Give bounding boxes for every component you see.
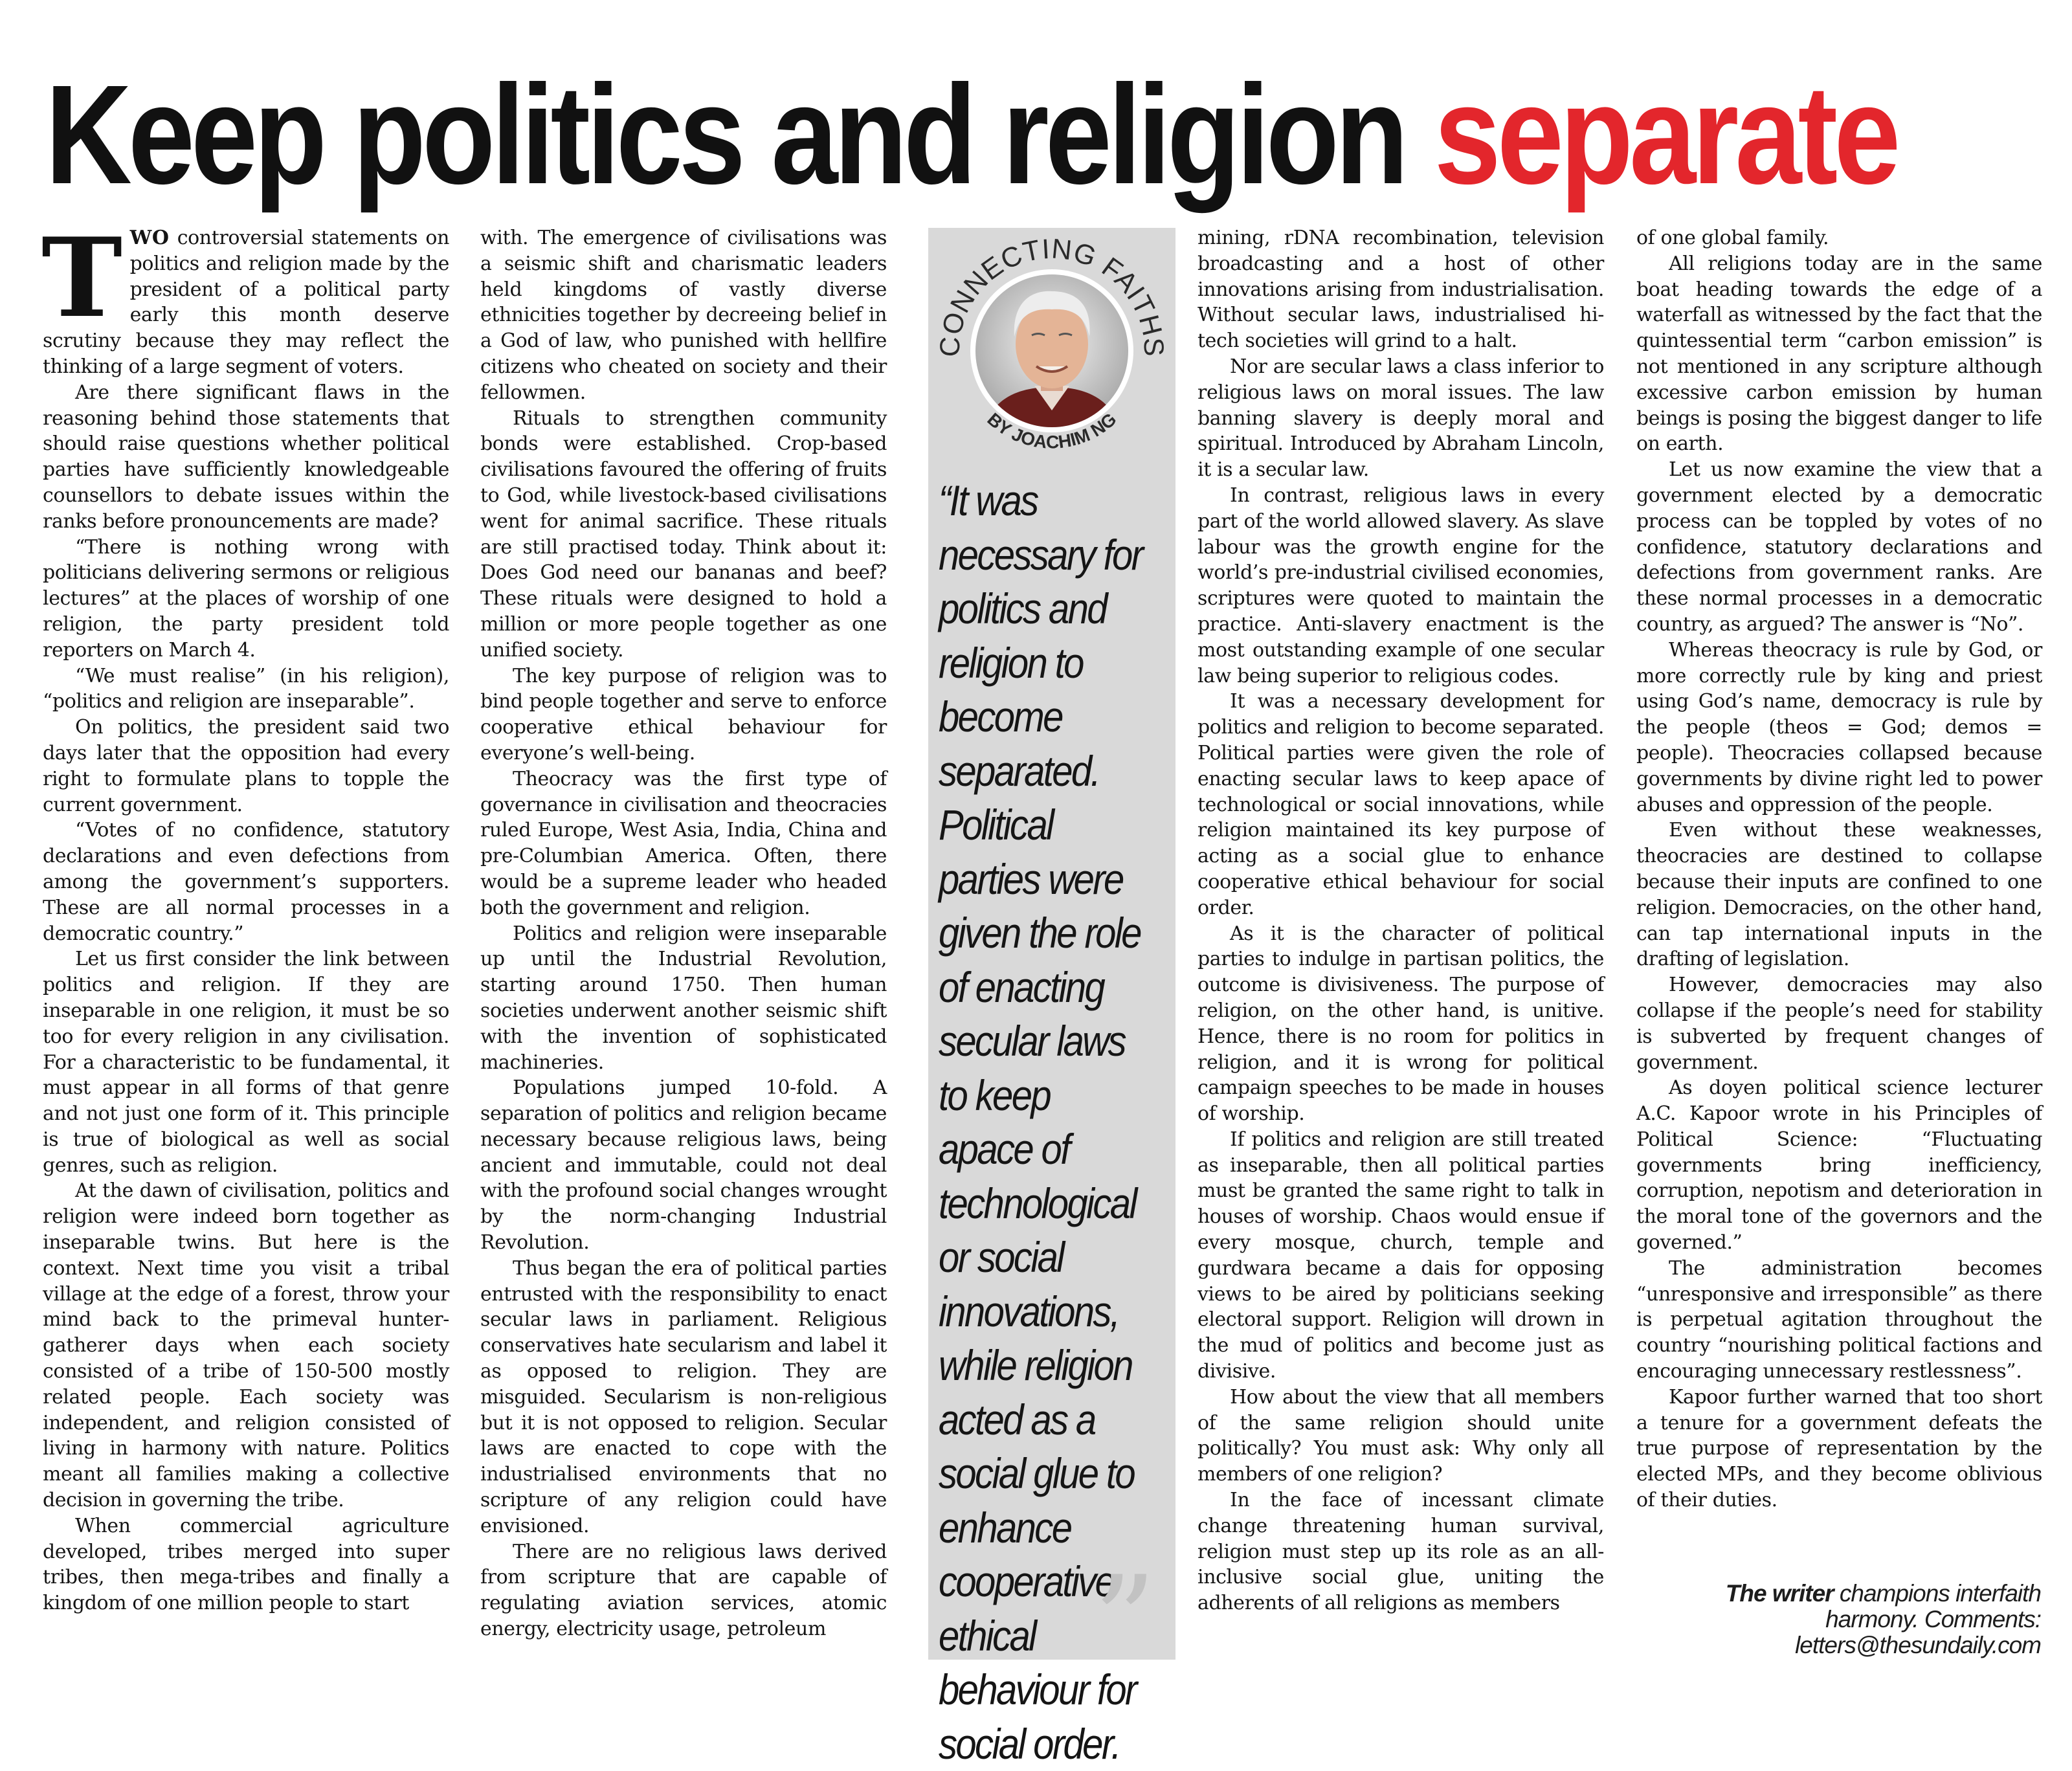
writer-credit-text: champions interfaith harmony. Comments: letters@thesundaily.com bbox=[1795, 1580, 2041, 1658]
article-paragraph: “Votes of no confidence, statutory declarations and even defections from among the government’s supporters. These are all normal processes in a democratic country.” bbox=[43, 819, 449, 945]
article-paragraph: In the face of incessant climate change threatening human survival, religion must step up its role as an all-inclusive social glue, uniting the adherents of all religions as members bbox=[1198, 1489, 1604, 1615]
writer-credit bbox=[1678, 1581, 2041, 1658]
article-paragraph: All religions today are in the same boat heading towards the edge of a waterfall as witnessed by the fact that the quintessential term “carbon emission” is not mentioned in any scripture although excessive carbon emission by human beings is posing the biggest danger to life on earth. bbox=[1636, 252, 2042, 456]
article-paragraph: Are there significant flaws in the reasoning behind those statements that should raise questions whether political parties have sufficiently knowledgeable counsellors to debate issues within the ranks before pronouncements are made? bbox=[43, 381, 449, 533]
article-paragraph: “We must realise” (in his religion), “politics and religion are inseparable”. bbox=[43, 664, 449, 713]
headline-main: Keep politics and religion bbox=[45, 56, 1405, 214]
article-paragraph: There are no religious laws derived from scripture that are capable of regulating aviation services, atomic energy, electricity usage, petroleum bbox=[480, 1540, 887, 1641]
article-paragraph: Thus began the era of political parties entrusted with the responsibility to enact secular laws in parliament. Religious conservatives hate secularism and label it as opposed to religion. They are misguided. Secularism is non-religious but it is not opposed to religion. Secular laws are enacted to cope with the industrialised environments that no scripture of any religion could have envisioned. bbox=[480, 1256, 887, 1537]
article-paragraph: As doyen political science lecturer A.C. Kapoor wrote in his Principles of Political Science: “Fluctuating governments bring inefficiency, corruption, nepotism and deterioration in the moral tone of the governors and the governed.” bbox=[1636, 1076, 2042, 1254]
pull-quote-sidebar bbox=[928, 228, 1175, 1768]
article-paragraph: TWO controversial statements on politics and religion made by the president of a political party early this month deserve scrutiny because they may reflect the thinking of a large segment of voters. bbox=[41, 214, 449, 378]
article-paragraph: with. The emergence of civilisations was a seismic shift and charismatic leaders held kingdoms of vastly diverse ethnicities together by decreeing belief in a God of law, who punished with hellfire citizens who cheated on society and their fellowmen. bbox=[480, 227, 887, 404]
article-paragraph: However, democracies may also collapse if the people’s need for stability is subverted by frequent changes of government. bbox=[1636, 974, 2042, 1074]
article-paragraph: Nor are secular laws a class inferior to religious laws on moral issues. The law banning slavery is deeply moral and spiritual. Introduced by Abraham Lincoln, it is a secular law. bbox=[1198, 355, 1604, 482]
article-paragraph: At the dawn of civilisation, politics and religion were indeed born together as inseparable twins. But here is the context. Next time you visit a tribal village at the edge of a forest, throw your mind back to the primeval hunter-gatherer days when each society consisted of a tribe of 150-500 mostly related people. Each society was independent, and religion consisted of living in harmony with nature. Politics meant all families making a collective decision in governing the tribe. bbox=[43, 1179, 449, 1512]
closing-quote-icon: ” bbox=[1093, 1550, 1157, 1693]
article-column-4 bbox=[1636, 225, 2042, 1513]
column-badge-title: CONNECTING FAITHS bbox=[934, 233, 1170, 358]
article-paragraph: Politics and religion were inseparable up until the Industrial Revolution, starting around 1750. Then human societies underwent another seismic shift with the invention of sophisticated machineries. bbox=[480, 922, 887, 1074]
article-paragraph: Let us now examine the view that a government elected by a democratic process can be toppled by votes of no confidence, statutory declarations and defections from government ranks. Are these normal processes in a democratic country, as argued? The answer is “No”. bbox=[1636, 458, 2042, 636]
article-paragraph: The key purpose of religion was to bind people together and serve to enforce cooperative ethical behaviour for everyone’s well-being. bbox=[480, 664, 887, 764]
article-paragraph: of one global family. bbox=[1636, 227, 1829, 249]
article-paragraph: Theocracy was the first type of governance in civilisation and theocracies ruled Europe, West Asia, India, China and pre-Columbian America. Often, there would be a supreme leader who headed both the government and religion. bbox=[480, 767, 887, 919]
article-paragraph: “There is nothing wrong with politicians delivering sermons or religious lectures” at the places of worship of one religion, the party president told reporters on March 4. bbox=[43, 535, 449, 662]
article-paragraph: Rituals to strengthen community bonds were established. Crop-based civilisations favoured the offering of fruits to God, while livestock-based civilisations went for animal sacrifice. These rituals are still practised today. Think about it: Does God need our bananas and beef? These rituals were designed to hold a million or more people together as one unified society. bbox=[480, 407, 887, 662]
article-column-3 bbox=[1198, 225, 1604, 1616]
article-paragraph: Populations jumped 10-fold. A separation of politics and religion became necessary because religious laws, being ancient and immutable, could not deal with the profound social changes wrought by the norm-changing Industrial Revolution. bbox=[480, 1076, 887, 1254]
article-paragraph: Kapoor further warned that too short a tenure for a government defeats the true purpose of representation by the elected MPs, and they become oblivious of their duties. bbox=[1636, 1385, 2042, 1512]
article-paragraph: When commercial agriculture developed, tribes merged into super tribes, then mega-tribes and finally a kingdom of one million people to start bbox=[43, 1514, 449, 1615]
lead-in: WO bbox=[129, 227, 170, 249]
article-paragraph: If politics and religion are still treated as inseparable, then all political parties must be granted the same right to talk in houses of worship. Chaos would ensue if every mosque, church, temple and gurdwara became a dais for opposing views to be aired by politicians seeking electoral support. Religion will drown in the mud of politics and become just as divisive. bbox=[1198, 1128, 1604, 1383]
article-paragraph: On politics, the president said two days later that the opposition had every right to formulate plans to topple the current government. bbox=[43, 716, 449, 816]
article-column-2 bbox=[480, 225, 887, 1642]
article-column-1 bbox=[41, 214, 449, 1616]
article-paragraph: It was a necessary development for politics and religion to become separated. Political parties were given the role of enacting secular laws to keep apace of technological or social innovations, while religion maintained its key purpose of acting as a social glue to enhance cooperative ethical behaviour for social order. bbox=[1198, 690, 1604, 919]
article-paragraph: How about the view that all members of the same religion should unite politically? You must ask: Why only all members of one religion? bbox=[1198, 1385, 1604, 1486]
article-paragraph: In contrast, religious laws in every part of the world allowed slavery. As slave labour was the growth engine for the world’s pre-industrial civilised economies, scriptures were quoted to maintain the practice. Anti-slavery enactment is the most outstanding example of one secular law being superior to religious codes. bbox=[1198, 484, 1604, 687]
article-paragraph: As it is the character of political parties to indulge in partisan politics, the outcome is divisiveness. The purpose of religion, on the other hand, is unitive. Hence, there is no room for politics in religion, and it is wrong for political campaign speeches to be made in houses of worship. bbox=[1198, 922, 1604, 1126]
writer-credit-label: The writer bbox=[1725, 1580, 1834, 1607]
pull-quote: “It was necessary for politics and religion to become separated. Political parties were given the role of enacting secular laws to keep apace of technological or social innovations, while religion acted as a social glue to enhance cooperative ethical behaviour for social order. bbox=[939, 476, 1142, 1768]
article-paragraph: mining, rDNA recombination, television broadcasting and a host of other innovations arising from industrialisation. Without secular laws, industrialised hi-tech societies will grind to a halt. bbox=[1198, 227, 1604, 353]
article-paragraph: The administration becomes “unresponsive and irresponsible” as there is perpetual agitation throughout the country “nourishing political factions and encouraging unnecessary restlessness”. bbox=[1636, 1256, 2042, 1383]
article-paragraph: Even without these weaknesses, theocracies are destined to collapse because their inputs are confined to one religion. Democracies, on the other hand, can tap international inputs in the drafting of legislation. bbox=[1636, 819, 2042, 971]
article-paragraph: Whereas theocracy is rule by God, or more correctly rule by king and priest using God’s name, democracy is rule by the people (theos = God; demos = people). Theocracies collapsed because governments by divine right led to power abuses and oppression of the people. bbox=[1636, 638, 2042, 816]
headline-highlight: separate bbox=[1434, 56, 1897, 214]
column-badge-byline: BY JOACHIM NG bbox=[983, 408, 1120, 452]
article-paragraph: Let us first consider the link between politics and religion. If they are inseparable in one religion, it must be so too for every religion in any civilisation. For a characteristic to be fundamental, it must appear in all forms of that genre and not just one form of it. This principle is true of biological as well as social genres, such as religion. bbox=[43, 948, 449, 1177]
column-badge bbox=[928, 228, 1175, 474]
headline bbox=[45, 56, 1897, 214]
drop-cap: T bbox=[41, 214, 122, 342]
